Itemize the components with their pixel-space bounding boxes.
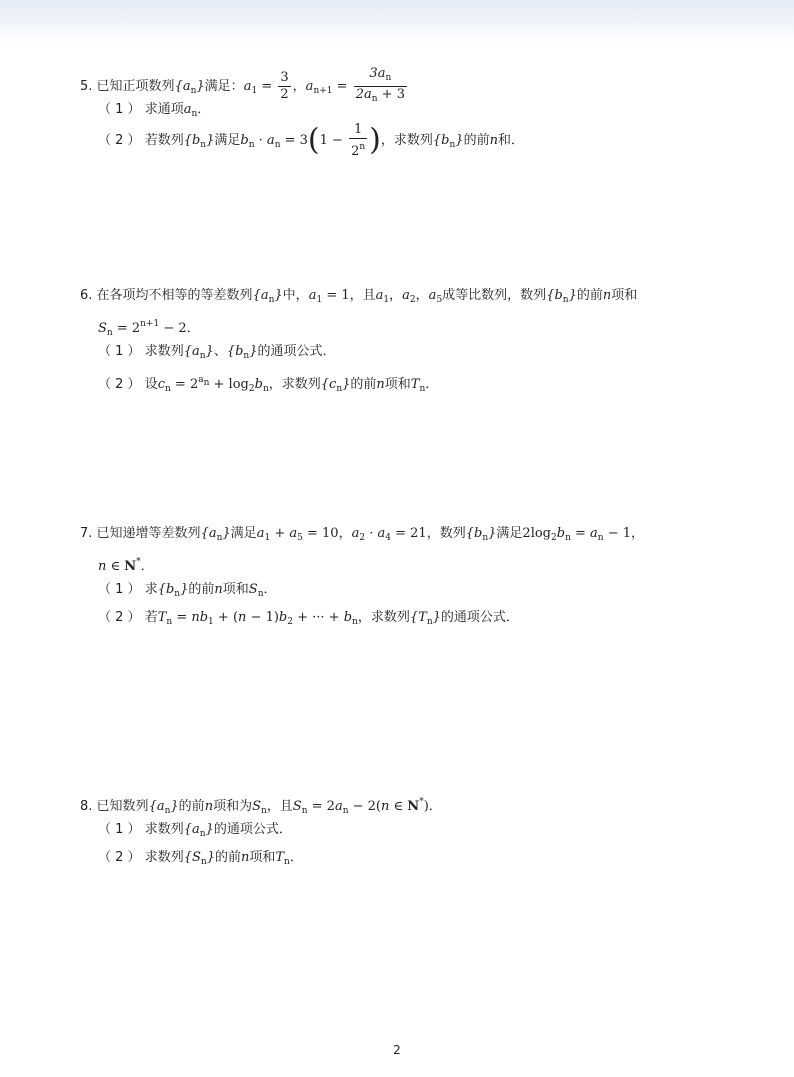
math-expression: $a_{n+1}$ =: [305, 79, 348, 96]
stem-text: 的前: [178, 799, 205, 814]
math-expression: n ∈ N*: [98, 557, 141, 574]
part-text: 的前: [350, 377, 377, 392]
math-expression: $S_n = 2a_n - 2(n$ ∈ N*): [292, 797, 429, 816]
part-label: （ 1 ）: [98, 582, 141, 597]
part-text: 求: [144, 582, 158, 597]
stem-text: 成等比数列，数列: [442, 288, 547, 303]
problem-number: 5.: [80, 79, 93, 94]
stem-text: 在各项均不相等的等差数列: [96, 288, 253, 303]
stem-text: 已知递增等差数列: [96, 526, 201, 541]
stem-text: ，且: [266, 799, 293, 814]
part-text: 设: [144, 377, 158, 392]
math-expression: $S_n$: [248, 582, 264, 599]
problem-number: 8.: [80, 799, 93, 814]
math-expression: $T_n$: [275, 850, 290, 867]
part-text: 项和: [249, 850, 276, 865]
part-label: （ 2 ）: [98, 610, 141, 625]
part-text: 若数列: [144, 133, 184, 148]
math-expression: $c_n = 2^{a_n} + \log_2b_n$: [157, 375, 269, 394]
math-expression: $\{b_n\}$: [183, 133, 215, 150]
problem-7-stem-cont: n ∈ N*．: [98, 557, 154, 574]
problem-7-part-1: （ 1 ） 求$\{b_n\}$的前n项和$S_n$．: [98, 582, 277, 599]
math-expression: $b_n \cdot a_n = 3$: [240, 133, 308, 150]
problem-8-part-1: [98, 820, 292, 840]
part-label: （ 2 ）: [98, 133, 141, 148]
math-expression: $\{c_n\}$: [320, 377, 351, 394]
fraction: $\frac{1}{2^n}$: [351, 121, 366, 159]
part-text: 项和: [222, 582, 249, 597]
part-text: 若: [144, 610, 158, 625]
part-text: 的通项公式．: [213, 822, 292, 837]
part-text: 求通项: [144, 102, 184, 117]
problem-5-part-1: （ 1 ） 求通项$a_n$．: [98, 102, 211, 119]
part-text: 、: [213, 344, 227, 359]
part-text: 满足: [214, 133, 241, 148]
fraction: $\frac{3a_n}{2a_n + 3}$: [355, 66, 405, 104]
stem-text: 已知正项数列: [96, 79, 175, 94]
stem-text: ，数列: [426, 526, 466, 541]
part-text: 和．: [497, 133, 524, 148]
math-expression: $2\log_2b_n = a_n - 1$: [522, 526, 632, 543]
problem-6-stem-cont: $S_n = 2^{n+1} - 2$．: [98, 319, 200, 338]
math-expression: $\{b_n\}$: [157, 582, 189, 599]
part-label: （ 2 ）: [98, 377, 141, 392]
stem-text: ，且: [349, 288, 376, 303]
part-text: ，求数列: [380, 133, 433, 148]
part-label: （ 1 ）: [98, 822, 141, 837]
page-header-band: [0, 0, 794, 44]
math-expression: $\{a_n\}$: [183, 344, 214, 361]
part-text: 的通项公式．: [440, 610, 519, 625]
math-expression: $S_n$: [252, 799, 267, 816]
fraction: $\frac{3}{2}$: [280, 70, 289, 102]
part-text: 项和: [384, 377, 411, 392]
problem-6-stem: 6. 在各项均不相等的等差数列$\{a_n\}$中，$a_1 = 1$，且$a_1$，$a_2$，$a_5$成等比数列，数列$\{b_n\}$的前n项和: [80, 288, 638, 305]
stem-text: 项和: [611, 288, 638, 303]
math-expression: $S_n = 2^{n+1} - 2$: [98, 319, 187, 338]
part-text: 求数列: [144, 850, 184, 865]
part-text: 的前: [188, 582, 215, 597]
part-label: （ 2 ）: [98, 850, 141, 865]
math-expression: $a_1 = 1$: [308, 288, 350, 305]
problem-8-stem: 8. 已知数列$\{a_n\}$的前n项和为$S_n$，且$S_n = 2a_n - 2(n$ ∈ N*)．: [80, 797, 442, 816]
part-text: 求数列: [144, 344, 184, 359]
part-label: （ 1 ）: [98, 344, 141, 359]
math-expression: $\{T_n\}$: [409, 610, 441, 627]
problem-7-stem: 7. 已知递增等差数列$\{a_n\}$满足$a_1 + a_5 = 10$，$a_2 \cdot a_4 = 21$，数列$\{b_n\}$满足$2\log_2b_n = a_n - 1$，: [80, 526, 645, 543]
part-text: 的前: [463, 133, 490, 148]
part-text: 的通项公式．: [257, 344, 336, 359]
stem-text: 的前: [576, 288, 603, 303]
part-text: 的前: [214, 850, 241, 865]
stem-text: 中，: [282, 288, 309, 303]
math-expression: $a_n$: [183, 102, 198, 119]
math-expression: $a_1$，$a_2$，$a_5$: [375, 288, 443, 305]
math-expression: $T_n = nb_1 + (n - 1)b_2$ + ··· + $b_n$: [157, 610, 358, 627]
part-text: 求数列: [144, 822, 184, 837]
problem-6-part-1: [98, 342, 336, 362]
problem-8-part-2: （ 2 ） 求数列$\{S_n\}$的前n项和$T_n$．: [98, 850, 303, 867]
stem-text: 满足: [496, 526, 523, 541]
problem-number: 6.: [80, 288, 93, 303]
problem-6-part-2: （ 2 ） 设$c_n = 2^{a_n} + \log_2b_n$，求数列$\{c_n\}$的前n项和$T_n$．: [98, 375, 439, 394]
math-expression: $\{a_n\}$: [252, 288, 283, 305]
stem-text: 满足：: [204, 79, 244, 94]
part-text: ，求数列: [357, 610, 410, 625]
part-label: （ 1 ）: [98, 102, 141, 117]
math-expression: $\{b_n\}$: [226, 344, 258, 361]
stem-text: 已知数列: [96, 799, 149, 814]
part-text: ，求数列: [268, 377, 321, 392]
problem-7-part-2: [98, 608, 519, 628]
problem-5-stem: 5. 已知正项数列$\{a_n\}$满足：$a_1$ = $\frac{3}{2}$ ，$a_{n+1}$ = $\frac{3a_n}{2a_n + 3}$: [80, 66, 409, 102]
problem-number: 7.: [80, 526, 93, 541]
math-expression: $\{a_n\}$: [174, 79, 205, 96]
math-expression: $\{b_n\}$: [465, 526, 497, 543]
math-expression: $a_1 + a_5 = 10$，$a_2 \cdot a_4 = 21$: [256, 526, 427, 543]
math-expression: $\{a_n\}$: [200, 526, 231, 543]
math-expression: $\{b_n\}$: [546, 288, 577, 305]
math-expression: $\{S_n\}$: [183, 850, 215, 867]
stem-text: 项和为: [213, 799, 253, 814]
math-expression: $\{b_n\}$: [432, 133, 464, 150]
page-number: 2: [393, 1043, 401, 1057]
stem-text: 满足: [230, 526, 257, 541]
math-expression: $T_n$: [410, 377, 426, 394]
math-expression: $\{a_n\}$: [183, 822, 214, 839]
problem-5-part-2: （ 2 ） 若数列$\{b_n\}$满足$b_n \cdot a_n = 3(1$ − $\frac{1}{2^n}$ )，求数列$\{b_n\}$的前n和．: [98, 121, 524, 159]
math-expression: $\{a_n\}$: [148, 799, 179, 816]
math-expression: $a_1$ =: [243, 79, 273, 96]
